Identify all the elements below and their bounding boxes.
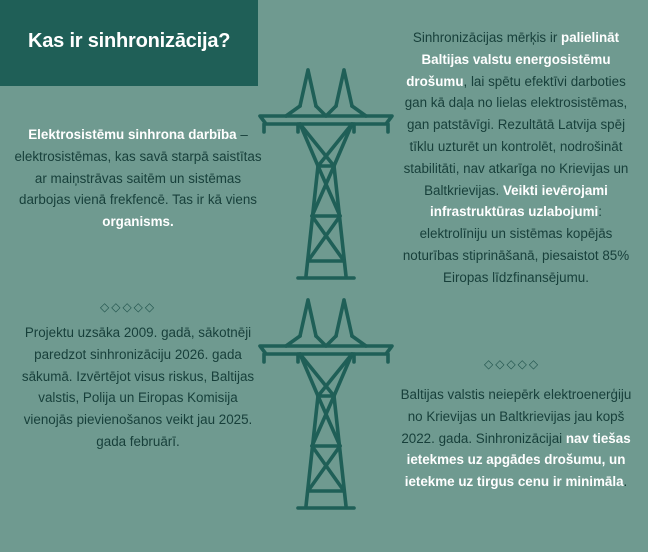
right-top-b2: Veikti ievērojami infrastruktūras uzlabojumi: [430, 182, 608, 220]
right-bottom-text: [396, 384, 636, 493]
right-bottom-t2: .: [623, 474, 628, 490]
right-top-t3: : elektrolīniju un sistēmas kopējās noturības stiprināšanā, piesaistot 85% Eiropas līdzfinansējumu.: [402, 204, 630, 285]
right-top-b1: palielināt Baltijas valstu energosistēmu drošumu: [406, 30, 620, 89]
transmission-tower-icon: [256, 66, 396, 284]
right-top-text: [396, 27, 636, 289]
page-title: Kas ir sinhronizācija?: [28, 30, 231, 52]
transmission-tower-icon: [256, 296, 396, 514]
separator-left: ◇◇◇◇◇: [100, 300, 157, 314]
right-top-t2: , lai spētu efektīvi darboties gan kā daļa no lielas elektrosistēmas, gan patstāvīgi. Rezultātā Latvija spēj tīklu uzturēt un kontrolēt, nodrošināt stabilitāti, nav atkarīga no Krievijas un Baltkrievijas.: [403, 73, 629, 198]
left-top-text: [14, 124, 262, 233]
left-top-body: – elektrosistēmas, kas savā starpā saistītas ar maiņstrāvas saitēm un sistēmas darbojas vienā frekfencē. Tas ir kā viens: [14, 127, 262, 208]
left-bottom-body: Projektu uzsāka 2009. gadā, sākotnēji paredzot sinhronizāciju 2026. gada sākumā. Izvērtējot visus riskus, Baltijas valstis, Polija un Eiropas Komisija vienojās pievienošanos veikt jau 2025. gada februārī.: [21, 325, 255, 449]
separator-right: ◇◇◇◇◇: [484, 357, 541, 371]
left-bottom-text: [14, 322, 262, 453]
left-top-bold-end: organisms.: [102, 214, 174, 230]
title-box: [0, 0, 258, 86]
left-top-bold: Elektrosistēmu sinhrona darbība: [28, 127, 237, 142]
right-bottom-t1: Baltijas valstis neiepērk elektroenerģiju no Krievijas un Baltkrievijas jau kopš 2022. gada. Sinhronizācijai: [400, 387, 632, 446]
right-top-t1: Sinhronizācijas mērķis ir: [412, 30, 562, 45]
right-bottom-b1: nav tiešas ietekmes uz apgādes drošumu, un ietekme uz tirgus cenu ir minimāla: [404, 430, 631, 490]
